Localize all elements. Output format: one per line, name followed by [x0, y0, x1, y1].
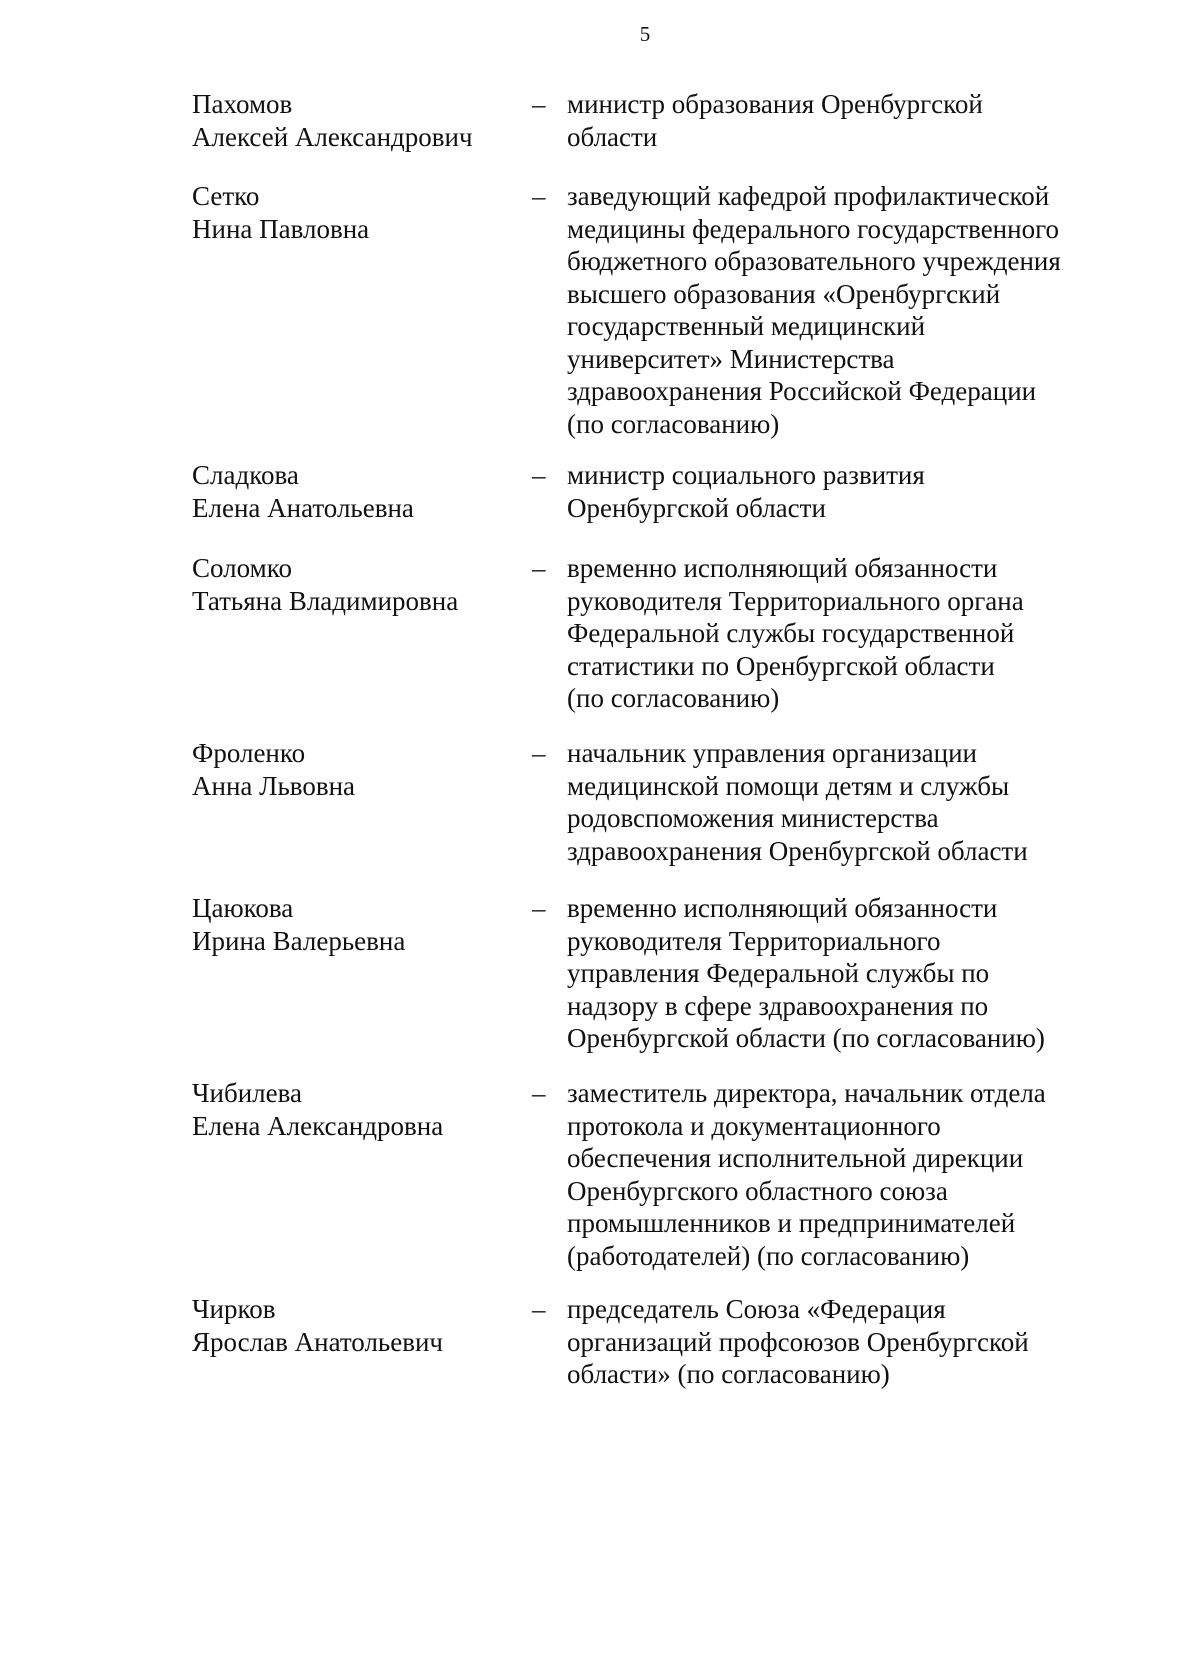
member-position [567, 1077, 1107, 1272]
member-position-line: начальник управления организации [567, 738, 978, 768]
member-position-line: университет» Министерства [567, 343, 895, 374]
dash-separator: – [532, 1294, 546, 1324]
dash-separator: – [532, 181, 546, 211]
member-position [567, 892, 1107, 1055]
member-name-line: Соломко [192, 553, 292, 583]
member-position [567, 459, 1107, 524]
dash-separator: – [532, 1078, 546, 1108]
member-position-line: государственный медицинский [567, 311, 926, 341]
member-name [192, 552, 522, 617]
member-position-line: руководителя Территориального органа [567, 585, 1024, 616]
member-position-line: медицинской помощи детям и службы [567, 770, 1010, 801]
dash-separator: – [532, 553, 546, 583]
member-position-line: Оренбургской области (по согласованию) [567, 1023, 1045, 1053]
member-name-line: Цаюкова [192, 893, 294, 923]
member-position-line: бюджетного образовательного учреждения [567, 246, 1061, 276]
member-position-line: медицины федерального государственного [567, 213, 1059, 244]
member-name-line: Сладкова [192, 460, 299, 490]
member-position [567, 180, 1107, 440]
dash-separator: – [532, 89, 546, 119]
member-name [192, 1077, 522, 1142]
member-name-line: Елена Анатольевна [192, 492, 414, 523]
member-position-line: (по согласованию) [567, 683, 780, 713]
member-position-line: (работодателей) (по согласованию) [567, 1240, 970, 1271]
member-name-line: Татьяна Владимировна [192, 585, 459, 616]
member-position-line: Оренбургского областного союза [567, 1175, 948, 1206]
member-name-line: Ирина Валерьевна [192, 925, 406, 956]
member-position-line: протокола и документационного [567, 1110, 941, 1141]
member-position [567, 88, 1107, 153]
member-position-line: высшего образования «Оренбургский [567, 278, 1001, 309]
member-position-line: министр социального развития [567, 460, 925, 490]
member-position-line: Оренбургской области [567, 492, 826, 523]
member-position-line: области [567, 121, 658, 152]
member-name-line: Анна Львовна [192, 770, 356, 801]
member-name-line: Фроленко [192, 738, 306, 768]
member-position-line: области» (по согласованию) [567, 1359, 890, 1389]
member-position-line: министр образования Оренбургской [567, 89, 983, 119]
member-position-line: заместитель директора, начальник отдела [567, 1078, 1046, 1108]
member-position [567, 1293, 1107, 1391]
member-name-line: Нина Павловна [192, 213, 370, 244]
member-position-line: руководителя Территориального [567, 925, 941, 956]
member-position-line: управления Федеральной службы по [567, 958, 990, 988]
member-name [192, 180, 522, 245]
member-position-line: временно исполняющий обязанности [567, 553, 998, 583]
member-name-line: Алексей Александрович [192, 121, 473, 152]
member-position-line: организаций профсоюзов Оренбургской [567, 1326, 1029, 1357]
member-position-line: (по согласованию) [567, 408, 780, 439]
member-position-line: здравоохранения Оренбургской области [567, 835, 1028, 866]
member-position-line: здравоохранения Российской Федерации [567, 376, 1037, 406]
member-name [192, 737, 522, 802]
member-position-line: надзору в сфере здравоохранения по [567, 990, 989, 1021]
member-position-line: промышленников и предпринимателей [567, 1208, 1016, 1238]
dash-separator: – [532, 893, 546, 923]
member-position-line: Федеральной службы государственной [567, 618, 1015, 648]
member-name-line: Чирков [192, 1294, 276, 1324]
member-position [567, 737, 1107, 867]
member-position-line: обеспечения исполнительной дирекции [567, 1143, 1024, 1173]
member-name-line: Ярослав Анатольевич [192, 1326, 443, 1357]
member-position-line: председатель Союза «Федерация [567, 1294, 946, 1324]
member-name-line: Сетко [192, 181, 260, 211]
dash-separator: – [532, 738, 546, 768]
member-position-line: заведующий кафедрой профилактической [567, 181, 1050, 211]
member-name [192, 1293, 522, 1358]
page-number: 5 [639, 22, 651, 46]
member-name [192, 88, 522, 153]
member-name-line: Чибилева [192, 1078, 303, 1108]
member-name-line: Елена Александровна [192, 1110, 444, 1141]
member-name [192, 459, 522, 524]
member-name-line: Пахомов [192, 89, 293, 119]
member-position [567, 552, 1107, 715]
member-position-line: статистики по Оренбургской области [567, 650, 995, 681]
member-position-line: родовспоможения министерства [567, 803, 939, 833]
member-name [192, 892, 522, 957]
dash-separator: – [532, 460, 546, 490]
member-position-line: временно исполняющий обязанности [567, 893, 998, 923]
